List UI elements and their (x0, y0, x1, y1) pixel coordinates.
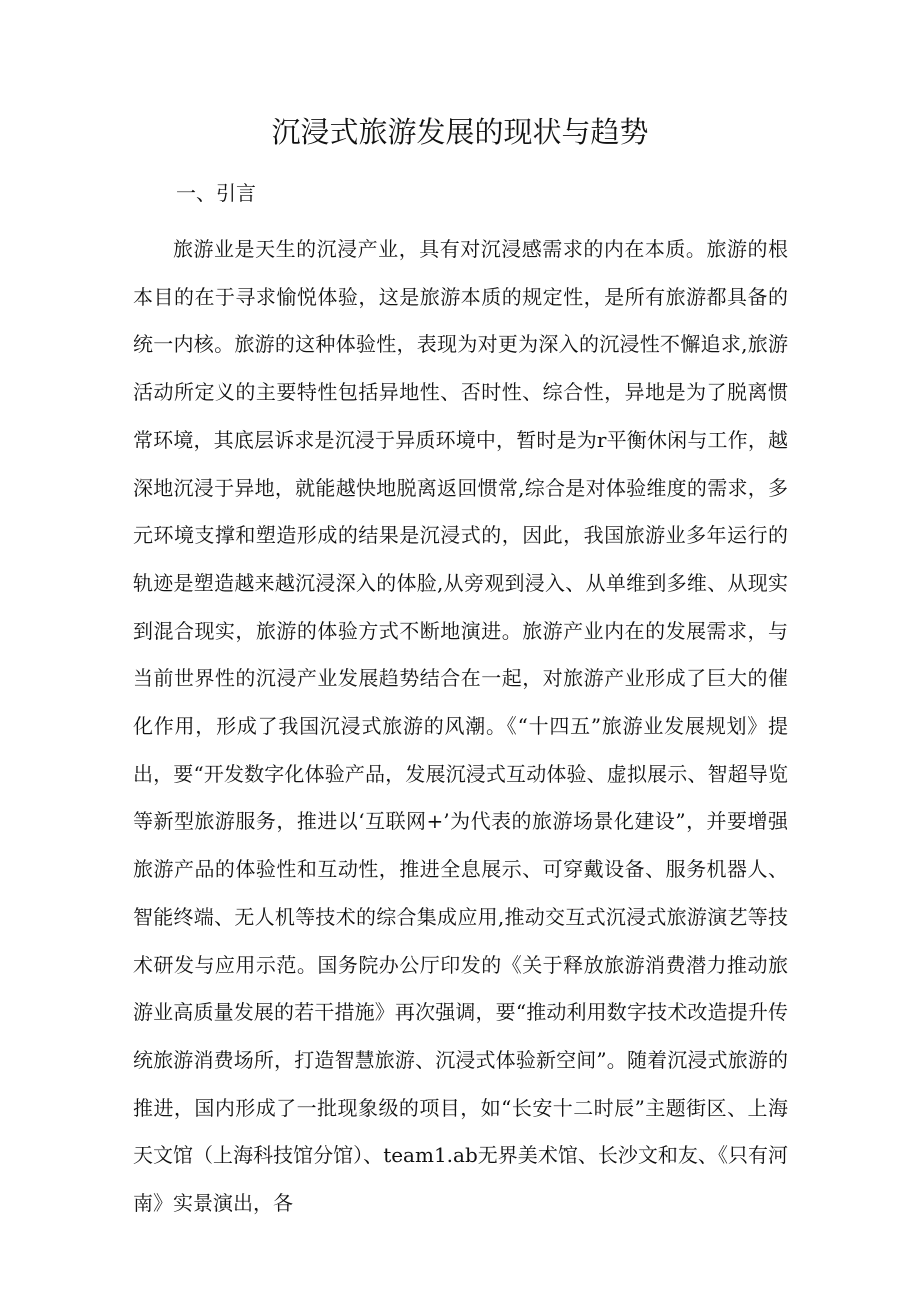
body-paragraph: 旅游业是天生的沉浸产业，具有对沉浸感需求的内在本质。旅游的根本目的在于寻求愉悦体验，这是旅游本质的规定性，是所有旅游都具备的统一内核。旅游的这种体验性，表现为对更为深入的沉浸性不懈追求,旅游活动所定义的主要特性包括异地性、否时性、综合性，异地是为了脱离惯常环境，其底层诉求是沉浸于异质环境中，暂时是为r平衡休闲与工作，越深地沉浸于异地，就能越快地脱离返回惯常,综合是对体验维度的需求，多元环境支撑和塑造形成的结果是沉浸式的，因此，我国旅游业多年运行的轨迹是塑造越来越沉浸深入的体脸,从旁观到浸入、从单维到多维、从现实到混合现实，旅游的体验方式不断地演进。旅游产业内在的发展需求，与当前世界性的沉浸产业发展趋势结合在一起，对旅游产业形成了巨大的催化作用，形成了我国沉浸式旅游的风潮。《“十四五”旅游业发展规划》提出，要“开发数字化体验产品，发展沉浸式互动体验、虚拟展示、智超导览等新型旅游服务，推进以‘互联网+’为代表的旅游场景化建设”，并要增强旅游产品的体验性和互动性，推进全息展示、可穿戴设备、服务机器人、智能终端、无人机等技术的综合集成应用,推动交互式沉浸式旅游演艺等技术研发与应用示范。国务院办公厅印发的《关于释放旅游消费潜力推动旅游业高质量发展的若干措施》再次强调，要“推动利用数字技术改造提升传统旅游消费场所，打造智慧旅游、沉浸式体验新空间”。随着沉浸式旅游的推进，国内形成了一批现象级的项目，如“长安十二时辰”主题街区、上海天文馆（上海科技馆分馆）、team1.ab无界美术馆、长沙文和友、《只有河南》实景演出，各 (133, 237, 788, 1216)
document-title: 沉浸式旅游发展的现状与趋势 (271, 115, 649, 149)
section-heading: 一、引言 (176, 181, 256, 205)
